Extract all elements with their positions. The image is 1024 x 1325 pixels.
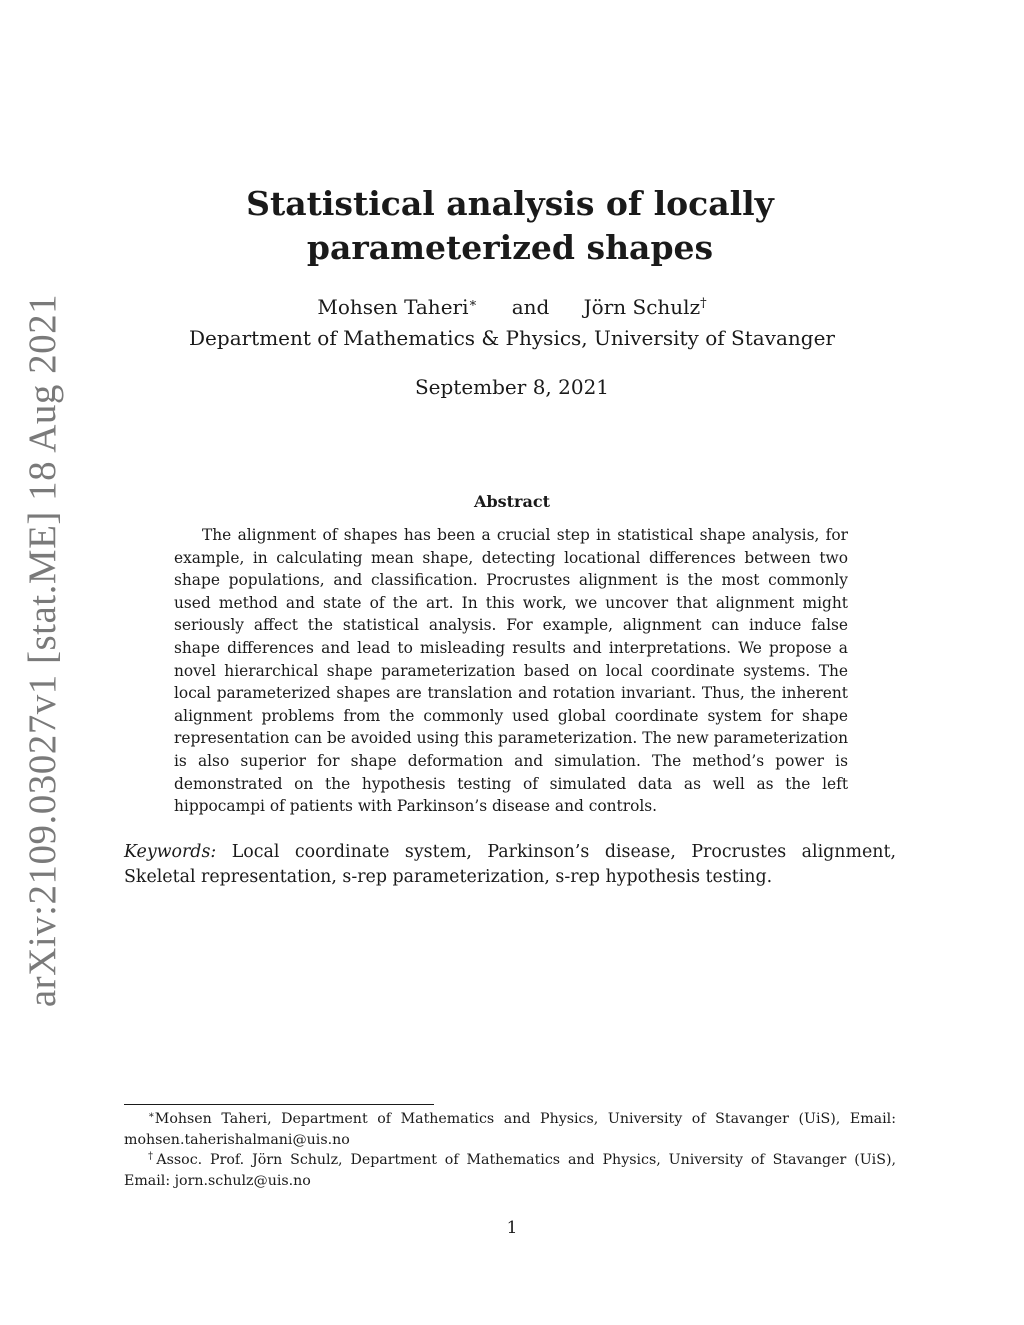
footnote-schulz-text: Assoc. Prof. Jörn Schulz, Department of Mathematics and Physics, University of Stavanger (UiS), Email: jorn.schulz@uis.no: [124, 1152, 896, 1189]
arxiv-identifier-stamp: [21, 293, 65, 1007]
abstract-heading: Abstract: [474, 492, 550, 511]
footnote-schulz: [124, 1150, 896, 1192]
footnote-taheri-mark: ∗: [148, 1110, 155, 1121]
author-conjunction: and: [511, 295, 550, 319]
keywords-paragraph: [124, 840, 896, 890]
arxiv-identifier-text: arXiv:2109.03027v1 [stat.ME] 18 Aug 2021: [21, 293, 65, 1007]
page-number: 1: [506, 1218, 518, 1238]
keywords-label: Keywords:: [124, 842, 217, 862]
author-schulz-footnote-mark: †: [700, 296, 707, 311]
footnote-taheri-text: Mohsen Taheri, Department of Mathematics and Physics, University of Stavanger (UiS), Email: mohsen.taherishalmani@uis.no: [124, 1111, 896, 1148]
author-schulz: Jörn Schulz: [583, 295, 701, 319]
footnote-divider: [124, 1104, 434, 1105]
publication-date: September 8, 2021: [414, 375, 610, 399]
paper-title: Statistical analysis of locally parameterized shapes: [246, 184, 774, 267]
author-line: [0, 292, 1024, 322]
affiliation: Department of Mathematics & Physics, University of Stavanger: [189, 326, 835, 350]
footnote-taheri: [124, 1109, 896, 1151]
keywords-text: Local coordinate system, Parkinson’s disease, Procrustes alignment, Skeletal representation, s-rep parameterization, s-rep hypothesis testing.: [124, 842, 897, 887]
abstract-body: The alignment of shapes has been a crucial step in statistical shape analysis, for example, in calculating mean shape, detecting locational differences between two shape populations, and classification. Procrustes alignment is the most commonly used method and state of the art. In this work, we uncover that alignment might seriously affect the statistical analysis. For example, alignment can induce false shape differences and lead to misleading results and interpretations. We propose a novel hierarchical shape parameterization based on local coordinate systems. The local parameterized shapes are translation and rotation invariant. Thus, the inherent alignment problems from the commonly used global coordinate system for shape representation can be avoided using this parameterization. The new parameterization is also superior for shape deformation and simulation. The method’s power is demonstrated on the hypothesis testing of simulated data as well as the left hippocampi of patients with Parkinson’s disease and controls.: [174, 526, 848, 816]
author-taheri-footnote-mark: ∗: [468, 296, 478, 311]
author-taheri: Mohsen Taheri: [317, 295, 469, 319]
footnote-schulz-mark: †: [148, 1151, 157, 1162]
